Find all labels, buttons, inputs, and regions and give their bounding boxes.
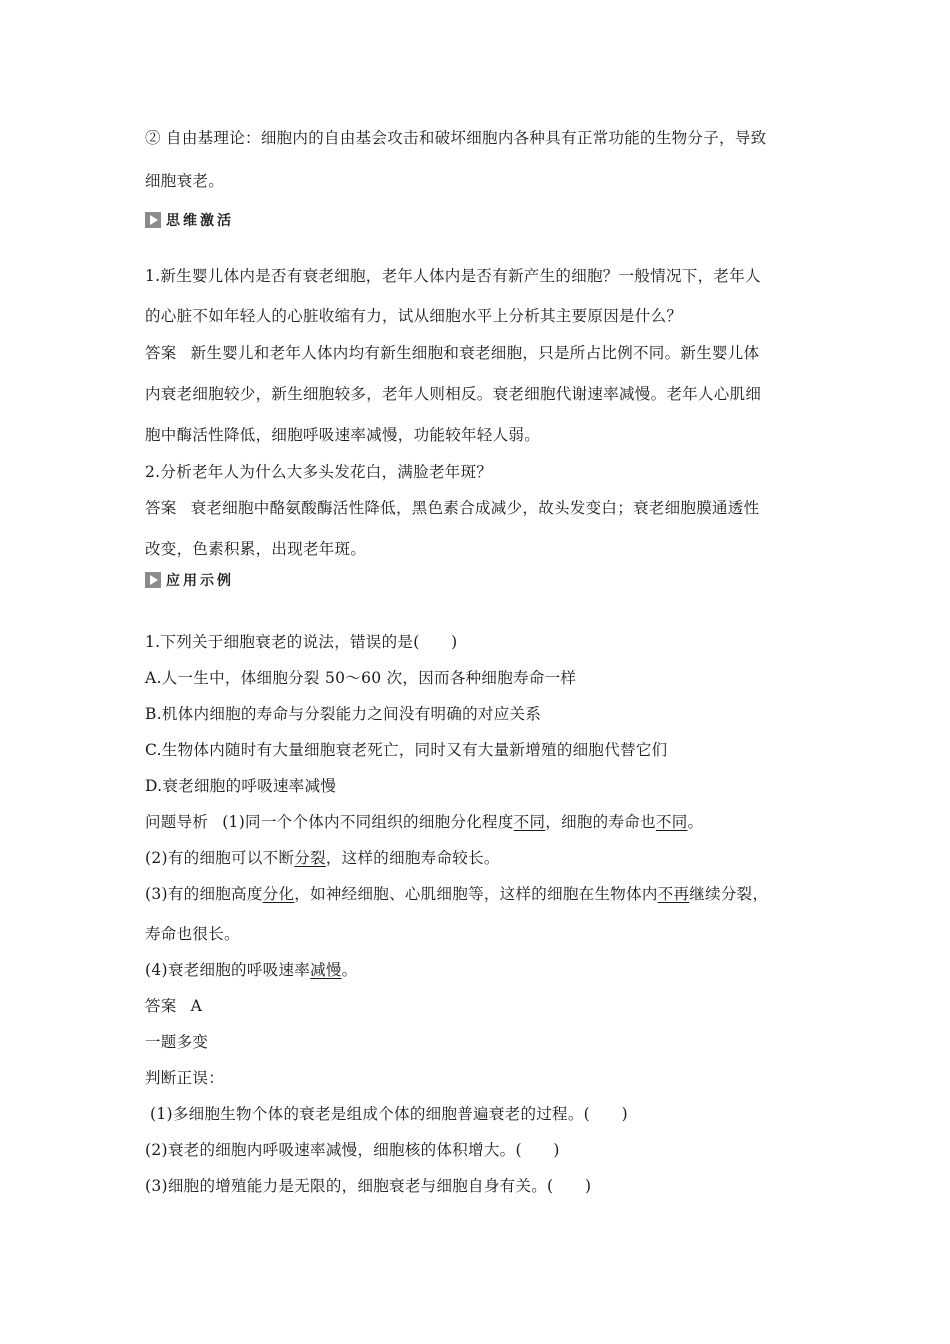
section-header-thinking bbox=[145, 211, 234, 229]
section-header-example bbox=[145, 571, 234, 589]
answer-2-line-2: 改变，色素积累，出现老年斑。 bbox=[145, 540, 367, 558]
variant-heading: 一题多变 bbox=[145, 1033, 209, 1051]
intro-line-1: ② 自由基理论：细胞内的自由基会攻击和破坏细胞内各种具有正常功能的生物分子，导致 bbox=[145, 129, 767, 147]
answer-value: A bbox=[190, 997, 203, 1015]
example-question: 1.下列关于细胞衰老的说法，错误的是( ) bbox=[145, 633, 458, 651]
answer-1-line-3: 胞中酶活性降低，细胞呼吸速率减慢，功能较年轻人弱。 bbox=[145, 426, 541, 444]
guide-label: 问题导析 bbox=[145, 813, 209, 831]
judge-item-2: (2)衰老的细胞内呼吸速率减慢，细胞核的体积增大。( ) bbox=[145, 1141, 560, 1159]
judge-heading: 判断正误： bbox=[145, 1069, 225, 1087]
section-title: 思维激活 bbox=[166, 213, 234, 229]
option-d: D.衰老细胞的呼吸速率减慢 bbox=[145, 777, 337, 795]
guide-line-2 bbox=[145, 846, 805, 868]
answer-label: 答案 bbox=[145, 499, 177, 517]
judge-item-3: (3)细胞的增殖能力是无限的，细胞衰老与细胞自身有关。( ) bbox=[145, 1177, 592, 1195]
judge-item-1: (1)多细胞生物个体的衰老是组成个体的细胞普遍衰老的过程。( ) bbox=[150, 1105, 628, 1123]
guide-text: 。 bbox=[687, 813, 704, 831]
example-answer bbox=[145, 994, 805, 1016]
guide-text: (2)有的细胞可以不断 bbox=[145, 849, 295, 867]
guide-text: (4)衰老细胞的呼吸速率 bbox=[145, 961, 311, 979]
guide-text: 继续分裂， bbox=[689, 885, 769, 903]
answer-text: 衰老细胞中酪氨酸酶活性降低，黑色素合成减少，故头发变白；衰老细胞膜通透性 bbox=[190, 499, 760, 517]
intro-line-2: 细胞衰老。 bbox=[145, 172, 225, 190]
answer-2-line-1 bbox=[145, 496, 805, 518]
guide-line-1 bbox=[145, 810, 805, 832]
answer-label: 答案 bbox=[145, 997, 177, 1015]
blank-answer: 分化 bbox=[262, 885, 295, 903]
blank-answer: 不再 bbox=[657, 885, 690, 903]
question-2: 2.分析老年人为什么大多头发花白，满脸老年斑？ bbox=[145, 463, 493, 481]
guide-line-4 bbox=[145, 958, 805, 980]
play-triangle-icon bbox=[145, 212, 161, 228]
blank-answer: 不同 bbox=[655, 813, 688, 831]
play-triangle-icon bbox=[145, 572, 161, 588]
guide-line-3-continued: 寿命也很长。 bbox=[145, 925, 240, 943]
blank-answer: 减慢 bbox=[310, 961, 342, 979]
answer-label: 答案 bbox=[145, 344, 177, 362]
guide-text: (3)有的细胞高度 bbox=[145, 885, 263, 903]
guide-text: ，如神经细胞、心肌细胞等，这样的细胞在生物体内 bbox=[294, 885, 658, 903]
answer-text: 新生婴儿和老年人体内均有新生细胞和衰老细胞，只是所占比例不同。新生婴儿体 bbox=[190, 344, 760, 362]
option-b: B.机体内细胞的寿命与分裂能力之间没有明确的对应关系 bbox=[145, 705, 542, 723]
section-title: 应用示例 bbox=[166, 573, 234, 589]
question-1-line-1: 1.新生婴儿体内是否有衰老细胞，老年人体内是否有新产生的细胞？一般情况下，老年人 bbox=[145, 267, 761, 285]
answer-1-line-2: 内衰老细胞较少，新生细胞较多，老年人则相反。衰老细胞代谢速率减慢。老年人心肌细 bbox=[145, 385, 762, 403]
question-1-line-2: 的心脏不如年轻人的心脏收缩有力，试从细胞水平上分析其主要原因是什么？ bbox=[145, 307, 683, 325]
guide-text: ，细胞的寿命也 bbox=[545, 813, 656, 831]
option-a: A.人一生中，体细胞分裂 50～60 次，因而各种细胞寿命一样 bbox=[145, 669, 577, 687]
answer-1-line-1 bbox=[145, 341, 805, 363]
guide-text: ，这样的细胞寿命较长。 bbox=[325, 849, 500, 867]
guide-line-3 bbox=[145, 882, 805, 904]
guide-text: 。 bbox=[341, 961, 358, 979]
option-c: C.生物体内随时有大量细胞衰老死亡，同时又有大量新增殖的细胞代替它们 bbox=[145, 741, 668, 759]
blank-answer: 分裂 bbox=[294, 849, 326, 867]
guide-text: (1)同一个个体内不同组织的细胞分化程度 bbox=[222, 813, 514, 831]
blank-answer: 不同 bbox=[513, 813, 546, 831]
